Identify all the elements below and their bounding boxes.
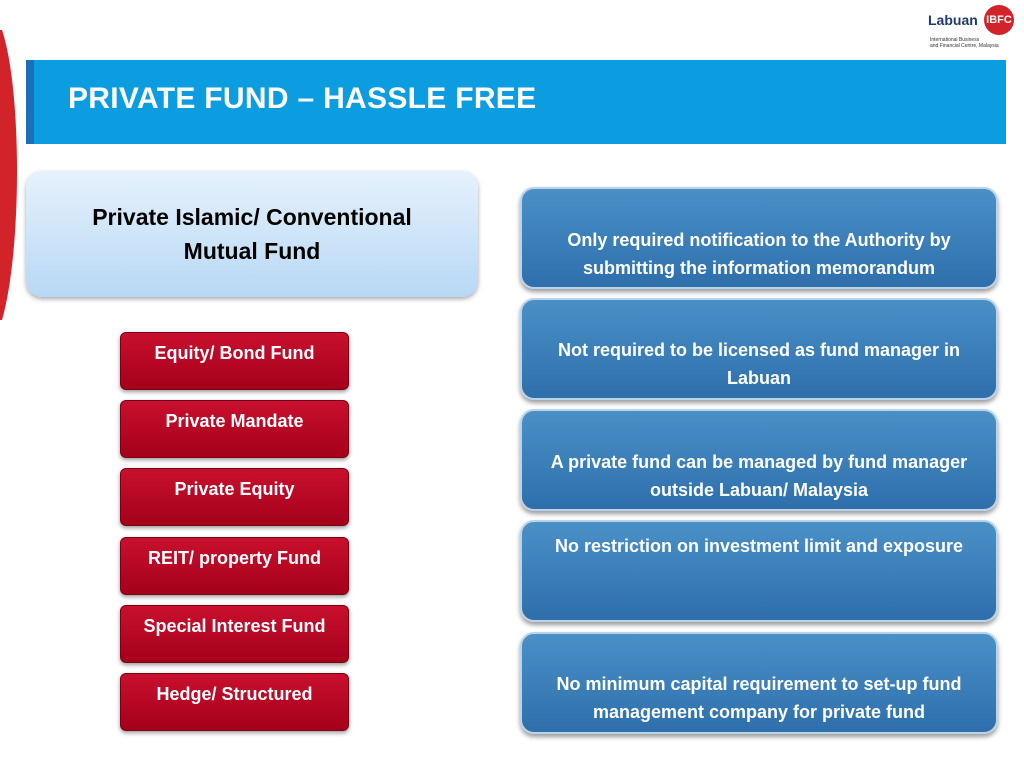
feature-box: Only required notification to the Authority by submitting the information memorandum xyxy=(520,187,998,289)
feature-box: No restriction on investment limit and exposure xyxy=(520,520,998,622)
logo-name: Labuan xyxy=(928,12,978,28)
logo-mark: IBFC xyxy=(984,5,1014,35)
fund-type-box: Equity/ Bond Fund xyxy=(120,332,349,390)
main-category-box xyxy=(26,171,478,297)
feature-box: No minimum capital requirement to set-up fund management company for private fund xyxy=(520,632,998,734)
fund-type-box: Special Interest Fund xyxy=(120,605,349,663)
main-category-line2: Mutual Fund xyxy=(183,238,321,264)
fund-type-box: REIT/ property Fund xyxy=(120,537,349,595)
fund-type-box: Private Equity xyxy=(120,468,349,526)
feature-box: A private fund can be managed by fund manager outside Labuan/ Malaysia xyxy=(520,409,998,511)
title-bar xyxy=(26,60,1006,144)
left-red-arc-decoration xyxy=(0,30,24,320)
logo-subtitle-line1: International Business xyxy=(930,37,980,43)
slide-title: PRIVATE FUND – HASSLE FREE xyxy=(68,82,537,115)
fund-type-box: Private Mandate xyxy=(120,400,349,458)
main-category-line1: Private Islamic/ Conventional xyxy=(92,204,412,230)
feature-box: Not required to be licensed as fund manager in Labuan xyxy=(520,298,998,400)
logo-subtitle-line2: and Financial Centre, Malaysia xyxy=(930,43,999,49)
labuan-ibfc-logo xyxy=(928,2,1020,50)
fund-type-box: Hedge/ Structured xyxy=(120,673,349,731)
